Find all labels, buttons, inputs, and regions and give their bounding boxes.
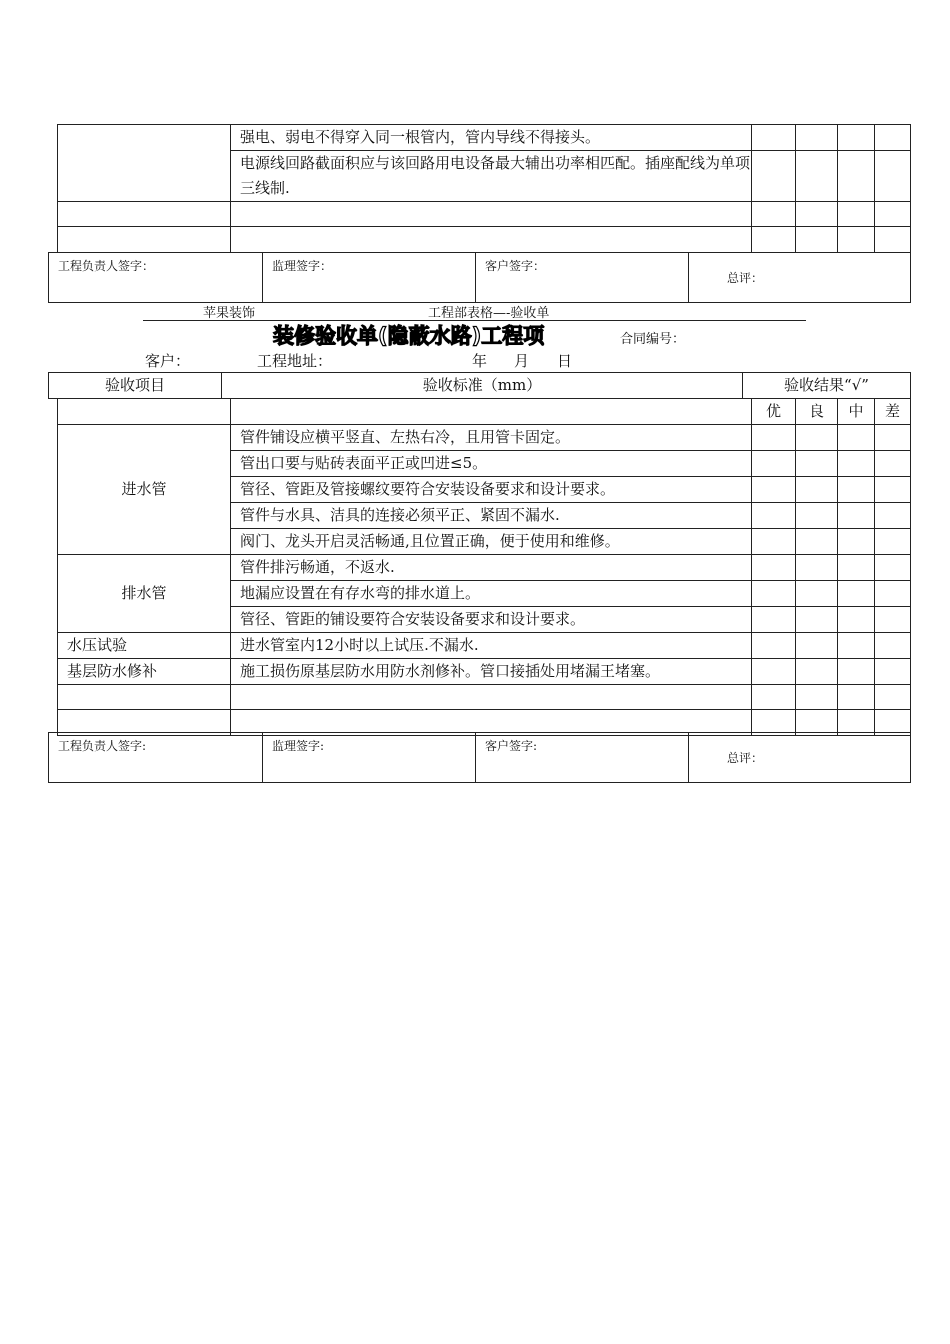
grade-cell[interactable]: [838, 529, 875, 555]
grade-header-row: [58, 399, 911, 425]
table-row: [58, 685, 911, 710]
grade-cell[interactable]: [838, 451, 875, 477]
total-evaluation[interactable]: 总评：: [689, 253, 911, 303]
table-row: [58, 202, 911, 227]
standard-cell: 电源线回路截面积应与该回路用电设备最大辅出功率相匹配。插座配线为单项三线制.: [231, 151, 752, 202]
table-row: [58, 425, 911, 451]
item-waterproof-repair: 基层防水修补: [58, 659, 231, 685]
table-row: [58, 659, 911, 685]
grade-cell[interactable]: [838, 125, 875, 151]
grade-cell[interactable]: [752, 202, 796, 227]
grade-cell[interactable]: [752, 659, 796, 685]
grade-cell[interactable]: [796, 659, 838, 685]
item-cell: [58, 202, 231, 227]
customer-signature[interactable]: 客户签字：: [476, 253, 689, 303]
grade-cell[interactable]: [752, 581, 796, 607]
grade-cell[interactable]: [838, 503, 875, 529]
grade-cell[interactable]: [875, 503, 911, 529]
grade-cell[interactable]: [752, 227, 796, 253]
grade-poor: 差: [875, 399, 911, 425]
grade-cell[interactable]: [752, 151, 796, 202]
grade-cell[interactable]: [838, 227, 875, 253]
grade-cell[interactable]: [752, 477, 796, 503]
standard-cell: [231, 685, 752, 710]
grade-cell[interactable]: [796, 227, 838, 253]
grade-cell[interactable]: [875, 227, 911, 253]
standard-cell: 管件排污畅通，不返水.: [231, 555, 752, 581]
grade-cell[interactable]: [796, 529, 838, 555]
grade-cell[interactable]: [875, 425, 911, 451]
supervisor-signature[interactable]: 监理签字：: [263, 253, 476, 303]
page-title: 装修验收单(隐蔽水路)工程项: [273, 324, 545, 348]
grade-cell[interactable]: [875, 451, 911, 477]
date-month: 月: [514, 352, 530, 370]
grade-cell[interactable]: [752, 685, 796, 710]
grade-cell[interactable]: [875, 581, 911, 607]
signature-row: [49, 253, 911, 303]
grade-cell[interactable]: [838, 581, 875, 607]
standard-cell: 管径、管距的铺设要符合安装设备要求和设计要求。: [231, 607, 752, 633]
header-result: 验收结果“√”: [743, 373, 911, 399]
item-cell: [58, 685, 231, 710]
grade-average: 中: [838, 399, 875, 425]
header-item: 验收项目: [49, 373, 222, 399]
grade-cell[interactable]: [796, 633, 838, 659]
item-water-inlet: 进水管: [58, 425, 231, 555]
standard-cell: 阀门、龙头开启灵活畅通,且位置正确，便于使用和维修。: [231, 529, 752, 555]
grade-cell[interactable]: [752, 125, 796, 151]
item-pressure-test: 水压试验: [58, 633, 231, 659]
grade-cell[interactable]: [752, 451, 796, 477]
grade-cell[interactable]: [796, 477, 838, 503]
supervisor-signature[interactable]: 监理签字:: [263, 733, 476, 783]
grade-good: 良: [796, 399, 838, 425]
grade-cell[interactable]: [875, 659, 911, 685]
signature-table-bottom: [48, 732, 911, 783]
standard-cell: 管件铺设应横平竖直、左热右冷，且用管卡固定。: [231, 425, 752, 451]
grade-cell[interactable]: [752, 425, 796, 451]
grade-cell[interactable]: [796, 685, 838, 710]
grade-cell[interactable]: [838, 633, 875, 659]
signature-row: [49, 733, 911, 783]
grade-cell[interactable]: [838, 151, 875, 202]
item-cell: [58, 227, 231, 253]
table-row: [58, 633, 911, 659]
form-name: 工程部表格—-验收单: [428, 306, 550, 321]
grade-cell[interactable]: [752, 503, 796, 529]
address-label: 工程地址：: [257, 352, 333, 370]
grade-cell[interactable]: [875, 529, 911, 555]
grade-cell[interactable]: [752, 607, 796, 633]
manager-signature[interactable]: 工程负责人签字：: [49, 253, 263, 303]
grade-cell[interactable]: [796, 607, 838, 633]
grade-cell[interactable]: [838, 202, 875, 227]
top-acceptance-table: [57, 124, 911, 253]
manager-signature[interactable]: 工程负责人签字:: [49, 733, 263, 783]
main-table-header: [48, 372, 911, 399]
main-acceptance-table: [57, 398, 911, 736]
grade-cell[interactable]: [875, 555, 911, 581]
standard-cell: [231, 227, 752, 253]
standard-cell: 地漏应设置在有存水弯的排水道上。: [231, 581, 752, 607]
grade-cell[interactable]: [838, 685, 875, 710]
table-row: [58, 125, 911, 151]
standard-cell: 管出口要与贴砖表面平正或凹进≤5。: [231, 451, 752, 477]
grade-cell[interactable]: [752, 555, 796, 581]
grade-cell[interactable]: [875, 202, 911, 227]
contract-number-label: 合同编号：: [620, 332, 686, 347]
standard-cell: 施工损伤原基层防水用防水剂修补。管口接插处用堵漏王堵塞。: [231, 659, 752, 685]
date-day: 日: [557, 352, 573, 370]
grade-cell[interactable]: [875, 477, 911, 503]
grade-excellent: 优: [752, 399, 796, 425]
standard-cell: [231, 202, 752, 227]
header-standard: 验收标准（mm）: [222, 373, 743, 399]
grade-cell[interactable]: [796, 503, 838, 529]
date-year: 年: [472, 352, 488, 370]
standard-cell: 进水管室内12小时以上试压.不漏水.: [231, 633, 752, 659]
grade-cell[interactable]: [796, 202, 838, 227]
customer-label: 客户：: [145, 352, 191, 370]
grade-cell[interactable]: [838, 425, 875, 451]
grade-cell[interactable]: [796, 125, 838, 151]
item-cell: [58, 125, 231, 202]
grade-cell[interactable]: [796, 451, 838, 477]
grade-cell[interactable]: [796, 425, 838, 451]
grade-cell[interactable]: [875, 685, 911, 710]
grade-cell[interactable]: [875, 607, 911, 633]
grade-cell[interactable]: [838, 659, 875, 685]
header-row: [49, 373, 911, 399]
item-drainage: 排水管: [58, 555, 231, 633]
standard-cell: 管径、管距及管接螺纹要符合安装设备要求和设计要求。: [231, 477, 752, 503]
grade-cell[interactable]: [875, 151, 911, 202]
grade-cell[interactable]: [752, 633, 796, 659]
grade-cell[interactable]: [875, 633, 911, 659]
standard-cell: 管件与水具、洁具的连接必须平正、紧固不漏水.: [231, 503, 752, 529]
standard-cell: 强电、弱电不得穿入同一根管内，管内导线不得接头。: [231, 125, 752, 151]
grade-cell[interactable]: [838, 607, 875, 633]
grade-cell[interactable]: [838, 477, 875, 503]
total-evaluation[interactable]: 总评：: [689, 733, 911, 783]
grade-cell[interactable]: [796, 581, 838, 607]
grade-cell[interactable]: [796, 151, 838, 202]
table-row: [58, 227, 911, 253]
table-row: [58, 555, 911, 581]
grade-cell[interactable]: [752, 529, 796, 555]
grade-cell[interactable]: [796, 555, 838, 581]
grade-cell[interactable]: [838, 555, 875, 581]
signature-table: [48, 252, 911, 303]
grade-cell[interactable]: [875, 125, 911, 151]
customer-signature[interactable]: 客户签字:: [476, 733, 689, 783]
company-name: 苹果装饰: [203, 306, 256, 321]
